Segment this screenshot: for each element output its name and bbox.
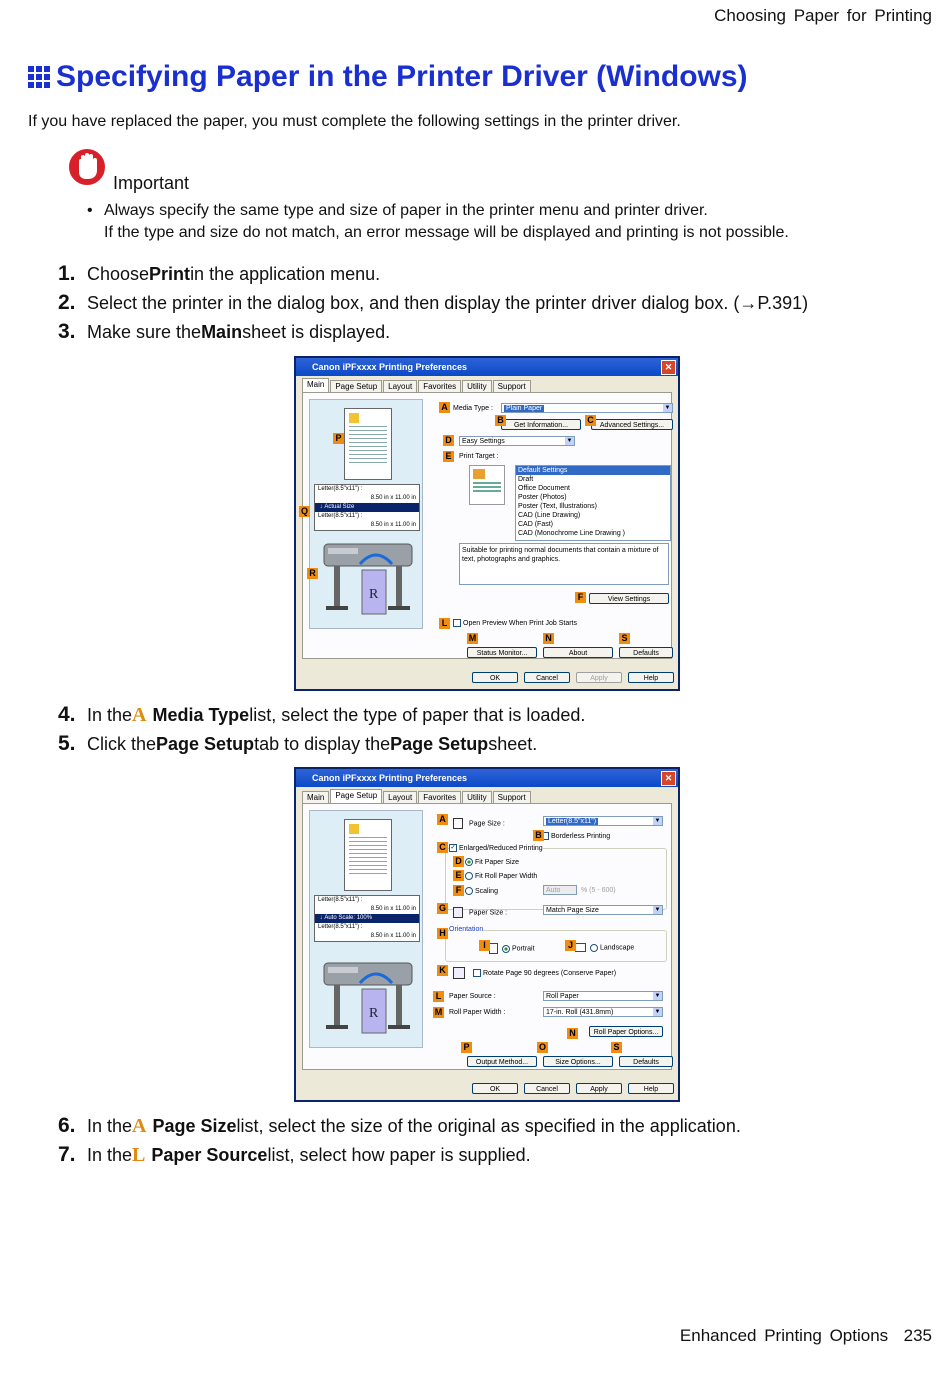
step-text: Click the (87, 734, 157, 754)
page-title (28, 60, 748, 94)
checkbox-icon (453, 619, 461, 627)
callout-letter: L (132, 1144, 146, 1166)
svg-text:R: R (369, 1006, 379, 1021)
get-information-button[interactable]: Get Information... (501, 419, 581, 430)
preview-scale: ↓ Actual Size (315, 503, 419, 512)
borderless-checkbox[interactable] (541, 832, 610, 840)
roll-width-label: Roll Paper Width : (449, 1009, 506, 1016)
important-hand-icon (66, 146, 108, 188)
step-bold: Print (149, 264, 191, 284)
step-number: 2. (58, 291, 76, 314)
cancel-button[interactable]: Cancel (524, 1083, 570, 1094)
callout-label-b: B (533, 830, 544, 841)
roll-width-value: 17-in. Roll (431.8mm) (546, 1009, 614, 1016)
list-item[interactable]: CAD (Fast) (518, 521, 553, 528)
cancel-button[interactable]: Cancel (524, 672, 570, 683)
step-text: in the application menu. (190, 264, 381, 284)
preview-paper-size: Letter(8.5"x11") : (318, 924, 363, 930)
about-button[interactable]: About (543, 647, 613, 658)
output-method-button[interactable]: Output Method... (467, 1056, 537, 1067)
preview-scale-text: Auto Scale: 100% (324, 915, 373, 921)
step-text: Choose (87, 264, 150, 284)
step-1 (58, 262, 380, 286)
callout-label-q: Q (300, 506, 308, 516)
callout-label-d: D (443, 435, 454, 446)
step-5 (58, 732, 537, 756)
callout-label-d: D (453, 856, 464, 867)
callout-letter: A (132, 1115, 147, 1137)
callout-label-p: P (333, 433, 344, 444)
callout-label-s: S (611, 1042, 622, 1053)
media-type-value: Plain Paper (506, 405, 543, 412)
callout-label-n: N (543, 633, 554, 644)
help-button[interactable]: Help (628, 672, 674, 683)
printing-preferences-dialog-main (294, 356, 680, 691)
document-thumbnail (344, 408, 392, 480)
step-2 (58, 291, 808, 315)
chevron-down-icon: ▼ (654, 818, 661, 824)
preview-page-dimensions: 8.50 in x 11.00 in (370, 906, 416, 912)
callout-label-e: E (443, 451, 454, 462)
callout-label-j: J (565, 940, 576, 951)
bullet-line-2: If the type and size do not match, an error message will be displayed and printing is not possible. (104, 224, 789, 241)
borderless-label: Borderless Printing (551, 832, 611, 840)
tab-main[interactable]: Main (302, 791, 329, 803)
printing-preferences-dialog-page-setup (294, 767, 680, 1102)
paper-source-value: Roll Paper (546, 993, 579, 1000)
paper-size-label: Paper Size : (469, 909, 508, 917)
size-options-button[interactable]: Size Options... (543, 1056, 613, 1067)
step-number: 6. (58, 1114, 76, 1137)
callout-label-h: H (437, 928, 448, 939)
portrait-label: Portrait (512, 945, 535, 953)
preview-area (309, 810, 423, 1048)
fit-roll-radio[interactable] (465, 872, 537, 880)
dialog-title: Canon iPFxxxx Printing Preferences (312, 362, 468, 372)
preview-paper-size: Letter(8.5"x11") : (318, 513, 363, 519)
page-number: 235 (903, 1326, 932, 1345)
status-monitor-button[interactable]: Status Monitor... (467, 647, 537, 658)
callout-label-f: F (453, 885, 464, 896)
step-number: 1. (58, 262, 76, 285)
preview-scale: ↓ Auto Scale: 100% (315, 914, 419, 923)
defaults-button[interactable]: Defaults (619, 647, 673, 658)
orientation-label: Orientation (449, 926, 484, 933)
dialog-tabs (302, 380, 532, 392)
step-4 (58, 703, 585, 727)
step-bold: Paper Source (151, 1145, 268, 1165)
rotate-page-icon (453, 967, 465, 979)
step-6 (58, 1114, 741, 1138)
print-target-list[interactable] (515, 465, 671, 541)
chevron-down-icon: ▼ (654, 1009, 661, 1015)
view-settings-button[interactable]: View Settings (589, 593, 669, 604)
step-text: sheet is displayed. (242, 322, 391, 342)
dialog-title: Canon iPFxxxx Printing Preferences (312, 773, 468, 783)
roll-paper-options-button[interactable]: Roll Paper Options... (589, 1026, 663, 1037)
portrait-icon (489, 943, 498, 954)
paper-size-select[interactable] (543, 905, 663, 915)
dialog-tabs (302, 791, 532, 803)
tab-support[interactable]: Support (493, 380, 531, 392)
paper-source-select[interactable] (543, 991, 663, 1001)
scaling-range: % (5 - 600) (581, 887, 616, 894)
step-bold: Page Size (152, 1116, 237, 1136)
preview-info-box (314, 484, 420, 531)
paper-source-label: Paper Source : (449, 993, 496, 1000)
important-bullet: • Always specify the same type and size of paper in the printer menu and printer driver. If the type and size do not match, an error message will be displayed and printing is not possible. (90, 200, 789, 244)
page-title-text: Specifying Paper in the Printer Driver (Windows) (56, 60, 748, 93)
callout-label-r: R (307, 568, 318, 579)
step-number: 4. (58, 703, 76, 726)
section-grid-icon (28, 66, 50, 88)
paper-size-row (453, 907, 507, 918)
checkbox-checked-icon: ✓ (450, 845, 456, 851)
step-3 (58, 320, 390, 344)
advanced-settings-button[interactable]: Advanced Settings... (591, 419, 673, 430)
preview-area (309, 399, 423, 629)
callout-label-o: O (538, 1042, 546, 1052)
document-thumbnail (344, 819, 392, 891)
close-icon[interactable]: ✕ (661, 360, 676, 375)
landscape-icon (575, 943, 586, 952)
open-preview-label: Open Preview When Print Job Starts (463, 619, 577, 627)
step-bold: Media Type (152, 705, 250, 725)
roll-width-select[interactable] (543, 1007, 663, 1017)
page-size-label: Page Size : (469, 820, 505, 828)
close-icon[interactable]: ✕ (661, 771, 676, 786)
chevron-down-icon: ▼ (566, 438, 573, 444)
fit-paper-radio[interactable] (465, 858, 519, 866)
step-number: 3. (58, 320, 76, 343)
step-text: Make sure the (87, 322, 202, 342)
list-item[interactable]: Default Settings (516, 466, 670, 475)
preview-paper-dimensions: 8.50 in x 11.00 in (370, 933, 416, 939)
callout-label-s: S (619, 633, 630, 644)
radio-icon (590, 944, 598, 952)
step-bold: Main (201, 322, 243, 342)
step-text: Select the printer in the dialog box, and then display the printer driver dialog box. (→P.391) (87, 293, 809, 313)
intro-paragraph: If you have replaced the paper, you must complete the following settings in the printer driver. (28, 113, 681, 130)
fit-paper-label: Fit Paper Size (475, 858, 519, 866)
step-text: list, select the size of the original as specified in the application. (236, 1116, 741, 1136)
apply-button[interactable]: Apply (576, 672, 622, 683)
important-title: Important (113, 173, 190, 193)
callout-label-g: G (438, 903, 446, 913)
step-bold: Page Setup (390, 734, 489, 754)
callout-label-m: M (468, 633, 477, 643)
list-item[interactable]: CAD (Monochrome Line Drawing ) (518, 530, 625, 537)
step-text: sheet. (488, 734, 538, 754)
callout-label-e: E (453, 870, 464, 881)
page-footer (680, 1326, 932, 1346)
paper-size-icon (453, 907, 463, 918)
tab-layout[interactable]: Layout (383, 380, 417, 392)
checkbox-icon (473, 969, 481, 977)
tab-main[interactable]: Main (302, 378, 329, 392)
step-number: 7. (58, 1143, 76, 1166)
page-size-value: Letter(8.5"x11") (548, 818, 597, 825)
ok-button[interactable]: OK (472, 1083, 518, 1094)
printer-illustration (320, 538, 416, 620)
page-size-row (453, 818, 505, 829)
help-button[interactable]: Help (628, 1083, 674, 1094)
ok-button[interactable]: OK (472, 672, 518, 683)
chevron-down-icon: ▼ (654, 993, 661, 999)
callout-label-f: F (575, 592, 586, 603)
list-item[interactable]: Poster (Photos) (518, 494, 567, 501)
rotate-label: Rotate Page 90 degrees (Conserve Paper) (483, 969, 617, 977)
callout-label-c: C (437, 842, 448, 853)
dialog-titlebar (296, 358, 678, 376)
page-size-icon (453, 818, 463, 829)
preview-paper-dimensions: 8.50 in x 11.00 in (370, 522, 416, 528)
media-type-select[interactable] (501, 403, 673, 413)
step-text: tab to display the (254, 734, 391, 754)
tab-favorites[interactable]: Favorites (418, 380, 461, 392)
preview-info-box (314, 895, 420, 942)
landscape-radio[interactable] (575, 943, 634, 952)
print-target-label: Print Target : (459, 453, 499, 460)
callout-label-a: A (439, 402, 450, 413)
step-text: In the (87, 705, 133, 725)
open-preview-checkbox[interactable] (453, 619, 577, 627)
tab-utility[interactable]: Utility (462, 380, 492, 392)
callout-label-i: I (479, 940, 490, 951)
radio-selected-icon (465, 858, 473, 866)
running-head: Choosing Paper for Printing (714, 6, 932, 25)
dialog-titlebar (296, 769, 678, 787)
tab-favorites[interactable]: Favorites (418, 791, 461, 803)
scaling-label: Scaling (475, 887, 498, 895)
step-text: list, select how paper is supplied. (267, 1145, 531, 1165)
tab-page-setup[interactable]: Page Setup (330, 380, 382, 392)
tab-utility[interactable]: Utility (462, 791, 492, 803)
easy-settings-select[interactable] (459, 436, 575, 446)
svg-text:R: R (369, 587, 379, 602)
chevron-down-icon: ▼ (664, 405, 671, 411)
apply-button[interactable]: Apply (576, 1083, 622, 1094)
callout-label-l: L (439, 618, 450, 629)
fit-roll-label: Fit Roll Paper Width (475, 872, 538, 880)
scaling-value: Auto (546, 887, 561, 894)
main-sheet-panel (302, 392, 672, 659)
chevron-down-icon: ▼ (654, 907, 661, 913)
step-number: 5. (58, 732, 76, 755)
list-item[interactable]: CAD (Line Drawing) (518, 512, 581, 519)
step-text: In the (87, 1145, 133, 1165)
callout-label-l: L (433, 991, 444, 1002)
callout-label-m: M (434, 1007, 443, 1017)
callout-label-c: C (585, 415, 596, 426)
list-item[interactable]: Poster (Text, Illustrations) (518, 503, 597, 510)
page-size-select[interactable] (543, 816, 663, 826)
callout-letter: A (132, 704, 147, 726)
footer-section: Enhanced Printing Options (679, 1326, 889, 1345)
step-bold: Page Setup (156, 734, 255, 754)
callout-label-n: N (567, 1028, 578, 1039)
easy-settings-value: Easy Settings (462, 438, 505, 445)
tab-page-setup[interactable]: Page Setup (330, 789, 382, 803)
description-box: Suitable for printing normal documents that contain a mixture of text, photographs and graphics. (459, 543, 669, 585)
step-7 (58, 1143, 531, 1167)
step-text: list, select the type of paper that is loaded. (249, 705, 586, 725)
list-item[interactable]: Office Document (518, 485, 571, 492)
scaling-radio[interactable] (465, 887, 498, 895)
callout-label-k: K (437, 965, 448, 976)
enlarged-label: Enlarged/Reduced Printing (459, 844, 543, 852)
rotate-checkbox[interactable] (453, 967, 616, 979)
callout-label-a: A (437, 814, 448, 825)
callout-label-b: B (495, 415, 506, 426)
step-text: In the (87, 1116, 133, 1136)
scaling-value-spinner[interactable] (543, 885, 577, 895)
preview-page-dimensions: 8.50 in x 11.00 in (370, 495, 416, 501)
tab-layout[interactable]: Layout (383, 791, 417, 803)
radio-icon (465, 887, 473, 895)
callout-label-p: P (461, 1042, 472, 1053)
tab-support[interactable]: Support (493, 791, 531, 803)
defaults-button[interactable]: Defaults (619, 1056, 673, 1067)
paper-size-value: Match Page Size (546, 907, 599, 914)
preview-page-size: Letter(8.5"x11") : (318, 897, 363, 903)
printer-illustration (320, 957, 416, 1039)
radio-selected-icon (502, 945, 510, 953)
enlarged-checkbox[interactable] (449, 844, 543, 852)
list-item[interactable]: Draft (518, 476, 534, 483)
preview-page-size: Letter(8.5"x11") : (318, 486, 363, 492)
media-type-label: Media Type : (453, 405, 493, 412)
preview-scale-text: Actual Size (324, 504, 355, 510)
portrait-radio[interactable] (489, 943, 535, 954)
bullet-line-1: Always specify the same type and size of paper in the printer menu and printer driver. (104, 202, 708, 219)
radio-icon (465, 872, 473, 880)
print-target-icon (469, 465, 505, 505)
page-setup-sheet-panel (302, 803, 672, 1070)
landscape-label: Landscape (600, 944, 635, 952)
